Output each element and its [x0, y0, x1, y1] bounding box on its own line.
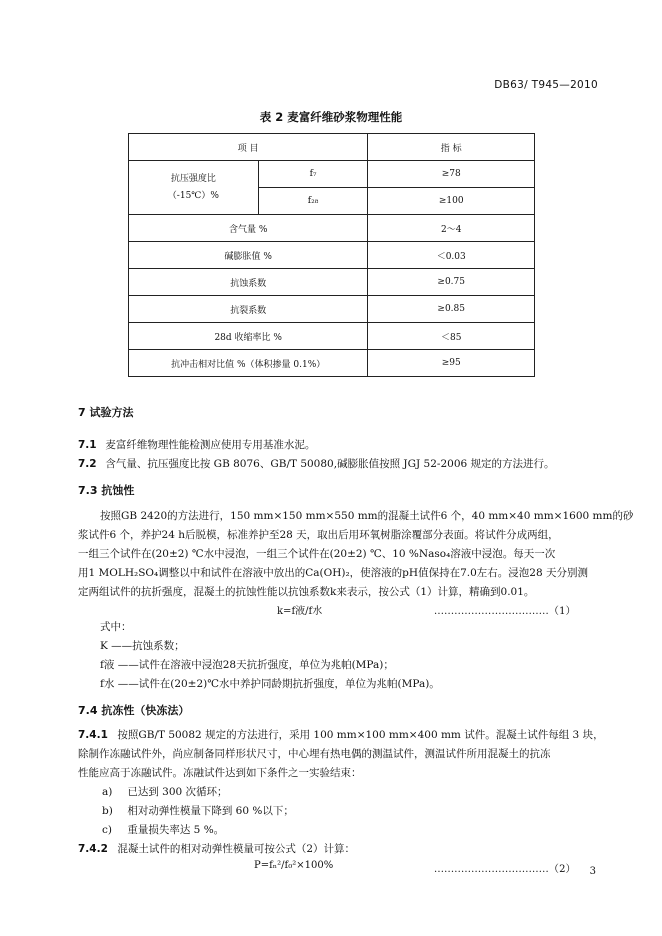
row-value: ≥0.85 [368, 296, 535, 323]
section-7-heading: 7 试验方法 [78, 406, 134, 419]
clause-text: 含气量、抗压强度比按 GB 8076、GB/T 50080,碱膨胀值按照 JGJ 52-2006 规定的方法进行。 [105, 458, 555, 470]
definition-f-water: f水 ——试件在(20±2)℃水中养护同龄期抗折强度，单位为兆帕(MPa)。 [100, 678, 440, 690]
list-item [102, 784, 228, 799]
paragraph-line: 定两组试件的抗折强度，混凝土的抗蚀性能以抗蚀系数k来表示，按公式（1）计算，精确到0.01。 [78, 586, 535, 598]
clause-number: 7.1 [78, 439, 97, 451]
value-f7: ≥78 [368, 161, 535, 188]
formula-1: k=f液/f水 [277, 606, 323, 617]
list-text: 相对动弹性模量下降到 60 %以下； [127, 805, 294, 817]
compressive-ratio-label-line2: （-15℃）% [167, 190, 219, 201]
section-7-3-heading: 7.3 抗蚀性 [78, 484, 135, 497]
clause-text: 混凝土试件的相对动弹性模量可按公式（2）计算： [117, 843, 356, 855]
sub-label-f7: f₇ [258, 161, 368, 188]
where-label: 式中： [100, 621, 132, 633]
list-text: 已达到 300 次循环； [127, 786, 228, 798]
list-marker: c) [102, 824, 112, 836]
clause-number: 7.4.2 [78, 843, 108, 855]
clause-number: 7.2 [78, 458, 97, 470]
section-7-4-heading: 7.4 抗冻性（快冻法） [78, 704, 190, 717]
paragraph-line: 一组三个试件在(20±2) ℃水中浸泡，一组三个试件在(20±2) ℃、10 %Naso₄溶液中浸泡。每天一次 [78, 548, 556, 560]
sub-label-f28: f₂₈ [258, 188, 368, 215]
table-row [129, 350, 535, 377]
table-row [129, 323, 535, 350]
page-number: 3 [589, 866, 596, 877]
row-label: 抗蚀系数 [129, 269, 368, 296]
paragraph-line: 浆试件6 个，养护24 h后脱模，标准养护至28 天，取出后用环氧树脂涂覆部分表面。将试件分成两组， [78, 529, 559, 541]
table-row [129, 215, 535, 242]
paragraph-line: 除制作冻融试件外，尚应制备同样形状尺寸，中心埋有热电偶的测温试件，测温试件所用混凝土的抗冻 [78, 748, 551, 760]
row-label: 碱膨胀值 % [129, 242, 368, 269]
row-label: 28d 收缩率比 % [129, 323, 368, 350]
row-label: 含气量 % [129, 215, 368, 242]
list-marker: b) [102, 805, 113, 817]
list-item [102, 822, 224, 837]
row-label: 抗冲击相对比值 %（体积掺量 0.1%） [129, 350, 368, 377]
clause-text: 按照GB/T 50082 规定的方法进行，采用 100 mm×100 mm×400 mm 试件。混凝土试件每组 3 块， [117, 729, 604, 741]
paragraph-line: 性能应高于冻融试件。冻融试件达到如下条件之一实验结束： [78, 767, 362, 779]
compressive-ratio-label [129, 161, 259, 215]
paragraph-line: 用1 MOLH₂SO₄调整以中和试件在溶液中放出的Ca(OH)₂，使溶液的pH值保持在7.0左右。浸泡28 天分别测 [78, 567, 588, 579]
definition-k: K ——抗蚀系数； [100, 640, 185, 652]
table-row [129, 296, 535, 323]
list-marker: a) [102, 786, 113, 798]
clause-number: 7.4.1 [78, 729, 108, 741]
table-row [129, 242, 535, 269]
compressive-ratio-label-line1: 抗压强度比 [170, 173, 216, 184]
row-label: 抗裂系数 [129, 296, 368, 323]
row-value: ≥0.75 [368, 269, 535, 296]
clause-7-4-2 [78, 841, 355, 856]
row-value: ≥95 [368, 350, 535, 377]
list-item [102, 803, 294, 818]
table-row [129, 269, 535, 296]
table-title: 表 2 麦富纤维砂浆物理性能 [259, 110, 403, 124]
list-text: 重量损失率达 5 %。 [127, 824, 225, 836]
document-code: DB63/ T945—2010 [494, 79, 598, 91]
clause-7-2 [78, 456, 555, 471]
clause-7-1 [78, 437, 315, 452]
row-value: 2～4 [368, 215, 535, 242]
clause-text: 麦富纤维物理性能检测应使用专用基准水泥。 [105, 439, 316, 451]
formula-1-number: ..................................（1） [434, 606, 576, 617]
formula-2: P=fₙ²/f₀²×100% [254, 860, 334, 871]
formula-2-number: ..................................（2） [434, 864, 576, 875]
table-row [129, 161, 535, 188]
header-item: 项 目 [129, 134, 368, 161]
clause-7-4-1 [78, 727, 604, 742]
paragraph-line: 按照GB 2420的方法进行，150 mm×150 mm×550 mm的混凝土试件6 个，40 mm×40 mm×1600 mm的砂 [100, 510, 634, 522]
value-f28: ≥100 [368, 188, 535, 215]
header-index: 指 标 [368, 134, 535, 161]
table-header-row [129, 134, 535, 161]
row-value: ＜0.03 [368, 242, 535, 269]
properties-table [128, 133, 535, 377]
row-value: ＜85 [368, 323, 535, 350]
definition-f-liquid: f液 ——试件在溶液中浸泡28天抗折强度，单位为兆帕(MPa)； [100, 659, 394, 671]
